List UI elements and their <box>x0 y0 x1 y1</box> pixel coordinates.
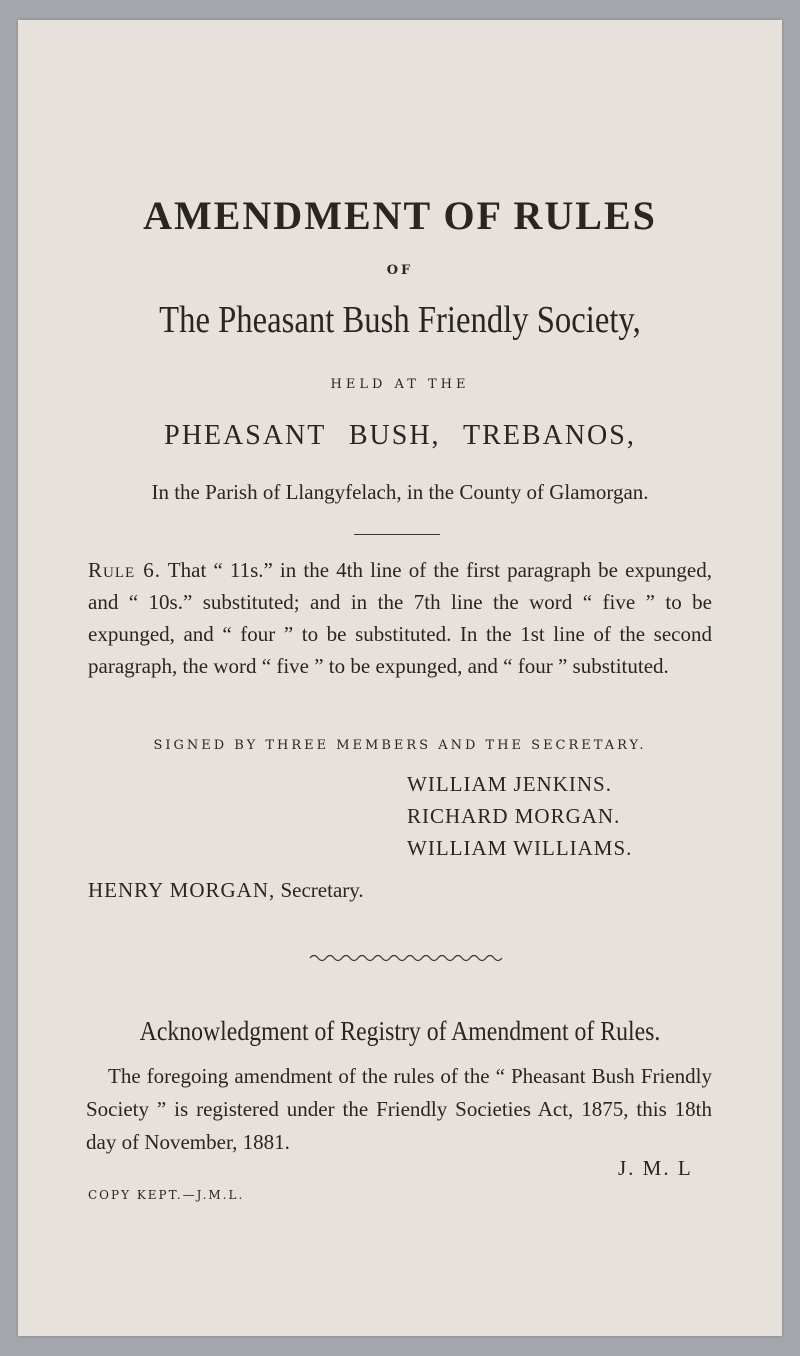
parish-line: In the Parish of Llangyfelach, in the County of Glamorgan. <box>151 480 649 504</box>
secretary-name: HENRY MORGAN, <box>88 878 276 902</box>
secretary-role: Secretary. <box>280 878 364 902</box>
rule-paragraph <box>88 554 712 682</box>
society-name: The Pheasant Bush Friendly Society, <box>159 299 641 341</box>
rule-label: Rule 6. <box>88 558 162 582</box>
registrar-initials: J. M. L <box>618 1156 693 1180</box>
held-at-label: HELD AT THE <box>330 377 470 392</box>
signatory-2: RICHARD MORGAN. <box>407 804 621 828</box>
divider-line <box>354 534 440 535</box>
rule-text: That “ 11s.” in the 4th line of the first paragraph be expunged, and “ 10s.” substituted; and in the 7th line the word “ five ” to be expunged, and “ four ” to be substituted. In the 1st line of the second paragraph, the word “ five ” to be expunged, and “ four ” substituted. <box>88 558 713 678</box>
document-title: AMENDMENT OF RULES <box>143 193 657 238</box>
document-page <box>18 20 782 1336</box>
place-name: PHEASANT BUSH, TREBANOS, <box>164 420 636 451</box>
copy-kept-note: COPY KEPT.—J.M.L. <box>88 1188 245 1202</box>
acknowledgment-text: The foregoing amendment of the rules of the “ Pheasant Bush Friendly Society ” is registered under the Friendly Societies Act, 1875, this 18th day of November, 1881. <box>86 1064 712 1154</box>
acknowledgment-heading: Acknowledgment of Registry of Amendment of Rules. <box>139 1016 661 1046</box>
secretary-line <box>88 878 364 903</box>
signatory-1: WILLIAM JENKINS. <box>407 772 612 796</box>
wavy-divider <box>308 952 508 962</box>
signed-by-line: SIGNED BY THREE MEMBERS AND THE SECRETARY. <box>153 738 647 753</box>
signatory-3: WILLIAM WILLIAMS. <box>407 836 633 860</box>
of-label: OF <box>386 263 414 278</box>
